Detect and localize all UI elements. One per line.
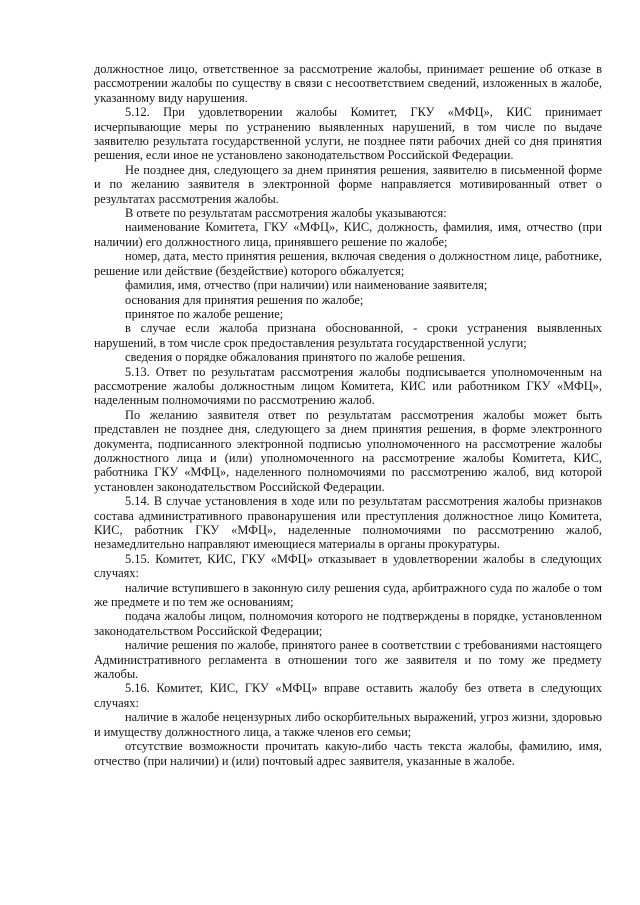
list-item-unreadable-text: отсутствие возможности прочитать какую-либо часть текста жалобы, фамилию, имя, отчество (при наличии) и (или) почтовый адрес заявителя, указанные в жалобе. (94, 739, 602, 768)
paragraph-5-14: 5.14. В случае установления в ходе или по результатам рассмотрения жалобы признаков состава административного правонарушения или преступления должностное лицо Комитета, КИС, работник ГКУ «МФЦ», наделенные полномочиями по рассмотрению жалоб, незамедлительно направляют имеющиеся материалы в органы прокуратуры. (94, 494, 602, 552)
list-item-obscene-language: наличие в жалобе нецензурных либо оскорбительных выражений, угроз жизни, здоровью и имуществу должностного лица, а также членов его семьи; (94, 710, 602, 739)
paragraph-continuation: должностное лицо, ответственное за рассмотрение жалобы, принимает решение об отказе в рассмотрении жалобы по существу в связи с несоответствием сведений, изложенных в жалобе, указанному виду нарушения. (94, 62, 602, 105)
list-item-remedy-deadlines: в случае если жалоба признана обоснованной, - сроки устранения выявленных нарушений, в том числе срок предоставления результата государственной услуги; (94, 321, 602, 350)
list-item-court-decision: наличие вступившего в законную силу решения суда, арбитражного суда по жалобе о том же предмете и по тем же основаниям; (94, 580, 602, 610)
paragraph-5-15: 5.15. Комитет, КИС, ГКУ «МФЦ» отказывает в удовлетворении жалобы в следующих случаях: (94, 551, 602, 581)
list-item-appeal-procedure: сведения о порядке обжалования принятого по жалобе решения. (125, 350, 466, 365)
list-item-decision-grounds: основания для принятия решения по жалобе; (125, 292, 364, 307)
paragraph-5-13: 5.13. Ответ по результатам рассмотрения жалобы подписывается уполномоченным на рассмотрение жалобы должностным лицом Комитета, КИС или работником ГКУ «МФЦ», наделенным полномочиями по рассмотрению жалоб. (94, 364, 602, 408)
list-item-authority-name: наименование Комитета, ГКУ «МФЦ», КИС, должность, фамилия, имя, отчество (при наличии) его должностного лица, принявшего решение по жалобе; (94, 220, 602, 249)
paragraph-electronic-response: По желанию заявителя ответ по результатам рассмотрения жалобы может быть представлен не позднее дня, следующего за днем принятия решения, в форме электронного документа, подписанного электронной подписью уполномоченного на рассмотрение жалобы должностного лица и (или) уполномоченного на рассмотрение жалобы Комитета, КИС, работника ГКУ «МФЦ», наделенного полномочиями по рассмотрению жалоб, вид которой установлен законодательством Российской Федерации. (94, 407, 602, 494)
paragraph-5-16: 5.16. Комитет, КИС, ГКУ «МФЦ» вправе оставить жалобу без ответа в следующих случаях: (94, 681, 602, 710)
list-item-decision-made: принятое по жалобе решение; (125, 306, 284, 321)
list-item-prior-decision: наличие решения по жалобе, принятого ранее в соответствии с требованиями настоящего Административного регламента в отношении того же заявителя и по тому же предмету жалобы. (94, 638, 602, 682)
list-item-applicant-name: фамилия, имя, отчество (при наличии) или наименование заявителя; (125, 278, 488, 293)
list-item-unconfirmed-authority: подача жалобы лицом, полномочия которого не подтверждены в порядке, установленном законодательством Российской Федерации; (94, 609, 602, 638)
list-item-decision-details: номер, дата, место принятия решения, включая сведения о должностном лице, работнике, решение или действие (бездействие) которого обжалуется; (94, 249, 602, 278)
paragraph-response-contents-intro: В ответе по результатам рассмотрения жалобы указываются: (125, 206, 447, 221)
paragraph-5-12: 5.12. При удовлетворении жалобы Комитет, ГКУ «МФЦ», КИС принимает исчерпывающие меры по устранению выявленных нарушений, в том числе по выдаче заявителю результата государственной услуги, не позднее пяти рабочих дней со дня принятия решения, если иное не установлено законодательством Российской Федерации. (94, 105, 602, 163)
paragraph-reasoned-response: Не позднее дня, следующего за днем принятия решения, заявителю в письменной форме и по желанию заявителя в электронной форме направляется мотивированный ответ о результатах рассмотрения жалобы. (94, 162, 602, 206)
